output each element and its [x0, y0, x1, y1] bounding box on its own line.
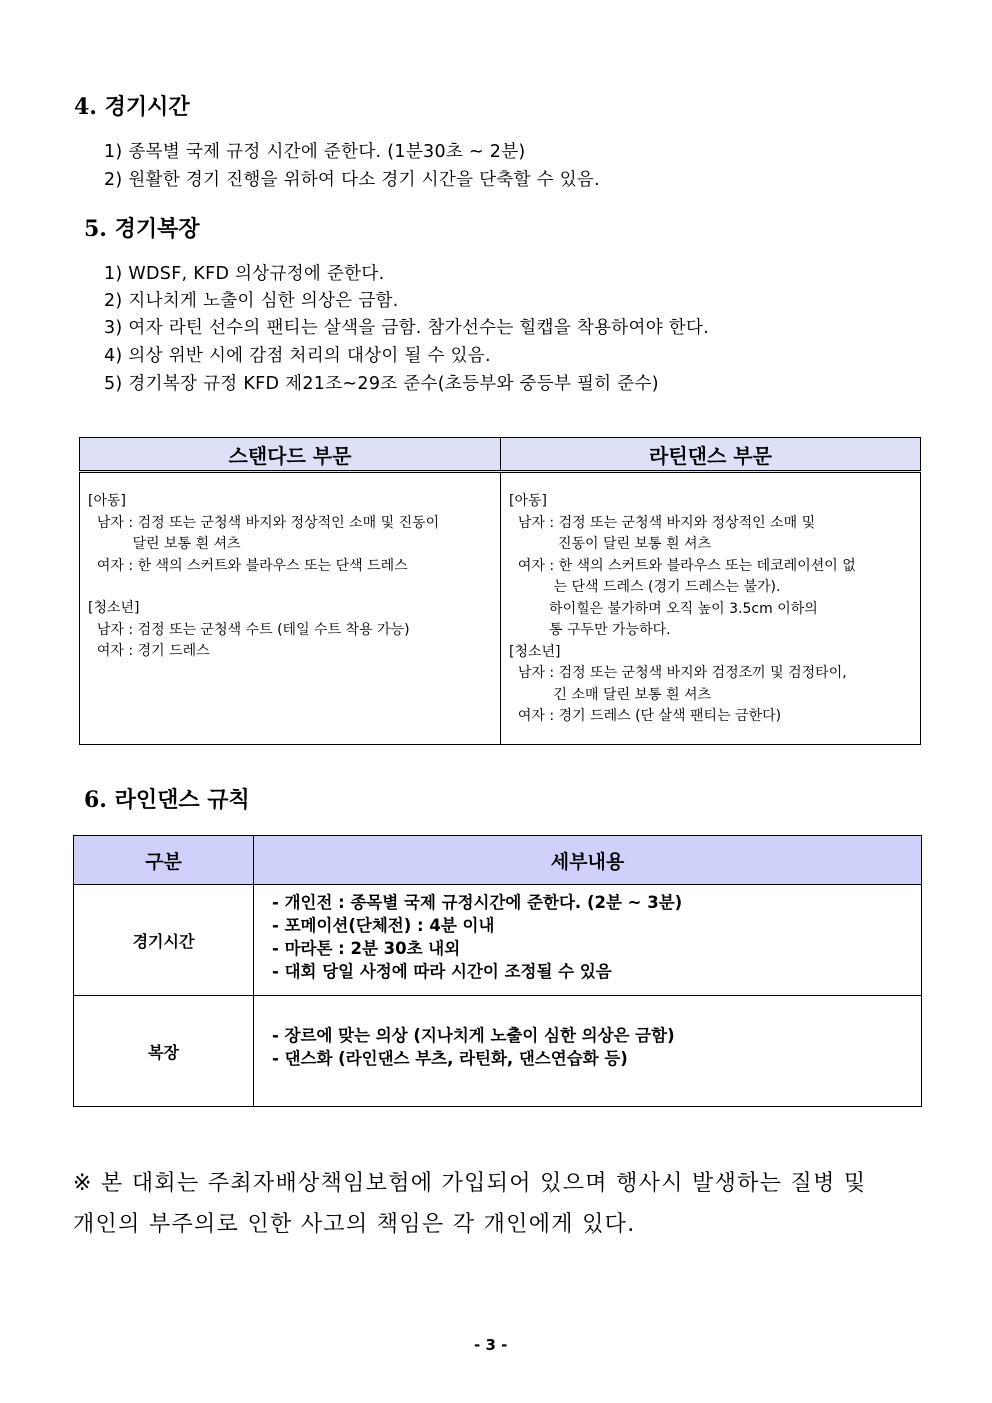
standard-line: [아동] — [88, 493, 126, 509]
section4-item-1: 1) 종목별 국제 규정 시간에 준한다. (1분30초 ~ 2분) — [104, 142, 526, 162]
section5-item-3: 3) 여자 라틴 선수의 팬티는 살색을 금함. 참가선수는 힐캡을 착용하여야 한다. — [104, 318, 710, 338]
detail-line: - 장르에 맞는 의상 (지나치게 노출이 심한 의상은 금함) — [272, 1026, 675, 1045]
row-category: 복장 — [74, 996, 254, 1107]
latin-line: 긴 소매 달린 보통 흰 셔츠 — [509, 686, 711, 703]
latin-line: 통 구두만 가능하다. — [509, 622, 671, 638]
latin-line: 남자 : 검정 또는 군청색 바지와 정상적인 소매 및 — [509, 514, 816, 531]
section5-title: 5. 경기복장 — [84, 216, 200, 242]
standard-line: 남자 : 검정 또는 군청색 바지와 정상적인 소매 및 진동이 — [88, 514, 440, 531]
detail-line: - 개인전 : 종목별 국제 규정시간에 준한다. (2분 ~ 3분) — [272, 893, 683, 912]
col-category-header: 구분 — [74, 836, 254, 885]
section5-item-2: 2) 지나치게 노출이 심한 의상은 금함. — [104, 291, 399, 311]
col-detail-header: 세부내용 — [254, 836, 922, 885]
standard-header: 스탠다드 부문 — [80, 438, 501, 472]
section5-item-5: 5) 경기복장 규정 KFD 제21조~29조 준수(초등부와 중등부 필히 준수) — [104, 374, 659, 394]
latin-line: [청소년] — [509, 643, 561, 660]
section6-title: 6. 라인댄스 규칙 — [84, 787, 250, 813]
latin-line: 여자 : 한 색의 스커트와 블라우스 또는 데코레이션이 없 — [509, 557, 856, 574]
standard-line: 남자 : 검정 또는 군청색 수트 (테일 수트 착용 가능) — [88, 621, 410, 638]
detail-line: - 포메이션(단체전) : 4분 이내 — [272, 916, 495, 935]
standard-line: 여자 : 한 색의 스커트와 블라우스 또는 단색 드레스 — [88, 557, 408, 574]
section5-item-1: 1) WDSF, KFD 의상규정에 준한다. — [104, 264, 385, 284]
standard-cell — [80, 472, 501, 745]
dress-code-table — [79, 437, 921, 745]
latin-header: 라틴댄스 부문 — [501, 438, 921, 472]
row-details — [254, 885, 922, 996]
row-category: 경기시간 — [74, 885, 254, 996]
latin-line: 남자 : 검정 또는 군청색 바지와 검정조끼 및 검정타이, — [509, 665, 847, 681]
insurance-note-line-1: ※ 본 대회는 주최자배상책임보험에 가입되어 있으며 행사시 발생하는 질병 및 — [73, 1171, 867, 1196]
latin-line: 하이힐은 불가하며 오직 높이 3.5cm 이하의 — [509, 600, 818, 617]
latin-line: [아동] — [509, 493, 547, 509]
insurance-note-line-2: 개인의 부주의로 인한 사고의 책임은 각 개인에게 있다. — [73, 1212, 636, 1237]
standard-line: [청소년] — [88, 600, 140, 616]
section4-title: 4. 경기시간 — [74, 94, 190, 120]
latin-cell — [501, 472, 921, 745]
line-dance-rules-table — [73, 835, 922, 1107]
detail-line: - 댄스화 (라인댄스 부츠, 라틴화, 댄스연습화 등) — [272, 1049, 628, 1068]
latin-line: 진동이 달린 보통 흰 셔츠 — [509, 536, 711, 552]
detail-line: - 대회 당일 사정에 따라 시간이 조정될 수 있음 — [272, 962, 612, 981]
section5-item-4: 4) 의상 위반 시에 감점 처리의 대상이 될 수 있음. — [104, 346, 491, 366]
row-details — [254, 996, 922, 1107]
latin-line: 여자 : 경기 드레스 (단 살색 팬티는 금한다) — [509, 708, 782, 724]
standard-line: 여자 : 경기 드레스 — [88, 643, 210, 659]
latin-line: 는 단색 드레스 (경기 드레스는 불가). — [509, 579, 781, 595]
section4-item-2: 2) 원활한 경기 진행을 위하여 다소 경기 시간을 단축할 수 있음. — [104, 170, 600, 190]
page-number: - 3 - — [474, 1336, 508, 1354]
standard-line: 달린 보통 흰 셔츠 — [88, 536, 241, 552]
detail-line: - 마라톤 : 2분 30초 내외 — [272, 939, 461, 958]
